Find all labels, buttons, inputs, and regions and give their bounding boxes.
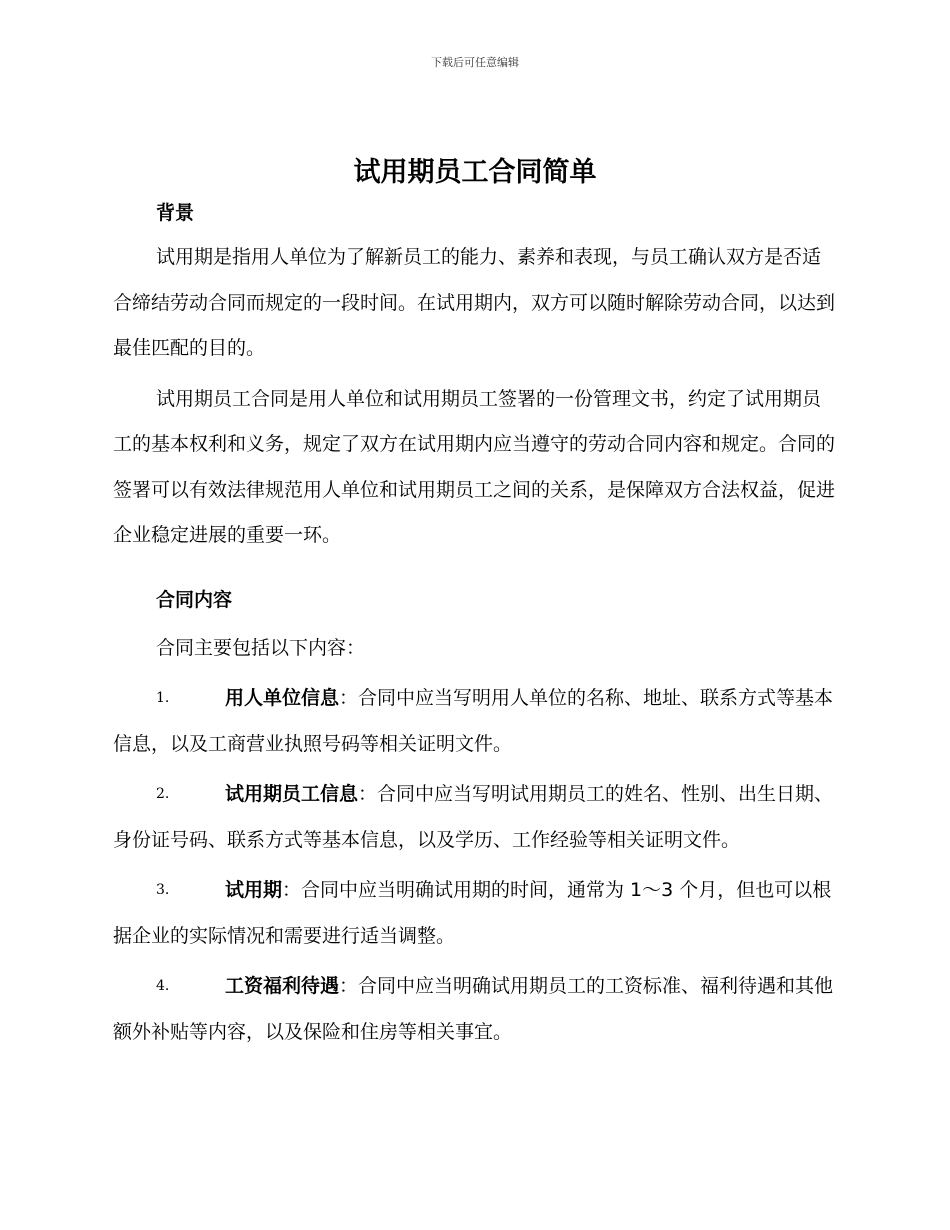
list-item: [113, 676, 835, 767]
list-item-term: 试用期员工信息: [225, 783, 359, 805]
contract-intro-text: 合同主要包括以下内容：: [156, 636, 366, 659]
list-item: [113, 868, 835, 959]
list-item-number: 1.: [156, 690, 170, 706]
document-title: 试用期员工合同简单: [353, 157, 597, 188]
document-body: [113, 196, 835, 1055]
list-item-term: 用人单位信息: [225, 687, 340, 709]
list-item-term: 工资福利待遇: [225, 975, 340, 997]
list-item-number: 4.: [156, 978, 170, 994]
list-item-term: 试用期: [225, 879, 283, 901]
section-heading-background: 背景: [156, 202, 195, 224]
list-item-number: 2.: [156, 786, 170, 802]
list-item-number: 3.: [156, 882, 170, 898]
list-item-text: ：合同中应当明确试用期的时间，通常为 1～3 个月，但也可以根据企业的实际情况和需要进行适当调整。: [113, 879, 832, 947]
list-item-text: ：合同中应当写明用人单位的名称、地址、联系方式等基本信息，以及工商营业执照号码等相关证明文件。: [113, 687, 834, 755]
list-item: [113, 964, 835, 1055]
list-item-text: ：合同中应当写明试用期员工的姓名、性别、出生日期、身份证号码、联系方式等基本信息，以及学历、工作经验等相关证明文件。: [113, 783, 834, 851]
list-item-text: ：合同中应当明确试用期员工的工资标准、福利待遇和其他额外补贴等内容，以及保险和住房等相关事宜。: [113, 975, 834, 1043]
page-header-note: 下载后可任意编辑: [431, 56, 519, 69]
section-heading-contract-content: 合同内容: [156, 588, 233, 611]
background-paragraph-2: 试用期员工合同是用人单位和试用期员工签署的一份管理文书，约定了试用期员工的基本权利和义务，规定了双方在试用期内应当遵守的劳动合同内容和规定。合同的签署可以有效法律规范用人单位和试用期员工之间的关系，是保障双方合法权益，促进企业稳定进展的重要一环。: [113, 387, 836, 546]
background-paragraph-1: 试用期是指用人单位为了解新员工的能力、素养和表现，与员工确认双方是否适合缔结劳动合同而规定的一段时间。在试用期内，双方可以随时解除劳动合同，以达到最佳匹配的目的。: [113, 246, 836, 359]
list-item: [113, 772, 835, 863]
